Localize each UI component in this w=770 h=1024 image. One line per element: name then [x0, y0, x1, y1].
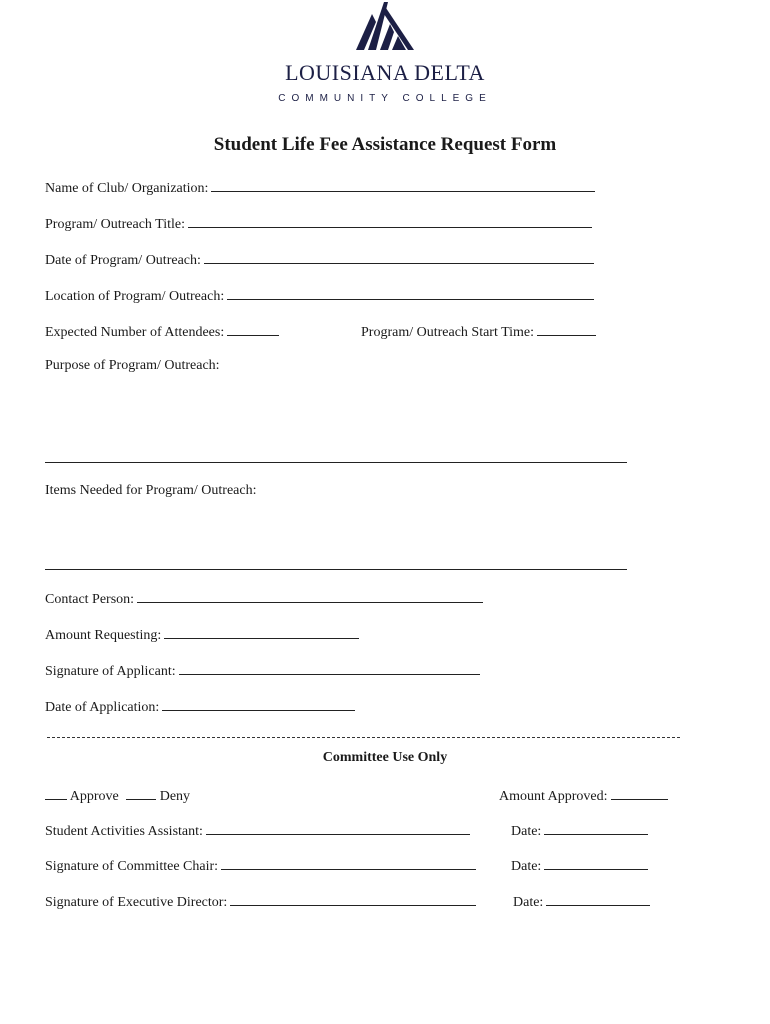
assistant-date-label: Date: [511, 824, 542, 839]
application-date-label: Date of Application: [45, 700, 160, 715]
form-title: Student Life Fee Assistance Request Form [213, 134, 557, 155]
purpose-input-line[interactable] [45, 462, 627, 463]
deny-checkbox[interactable] [126, 786, 156, 800]
start-time-input[interactable] [537, 322, 596, 336]
items-input-line[interactable] [45, 569, 627, 570]
program-title-row [45, 214, 592, 234]
contact-row [45, 589, 483, 609]
program-title-label: Program/ Outreach Title: [45, 217, 185, 232]
program-location-row [45, 286, 594, 306]
ladelta-logo-icon [350, 0, 420, 54]
assistant-input[interactable] [206, 821, 470, 835]
college-subtitle: COMMUNITY COLLEGE [278, 93, 492, 104]
assistant-row [45, 821, 470, 841]
director-date-row [513, 892, 650, 912]
contact-input[interactable] [137, 589, 483, 603]
attendees-input[interactable] [227, 322, 279, 336]
amount-approved-input[interactable] [611, 786, 668, 800]
attendees-row [45, 322, 279, 342]
chair-date-label: Date: [511, 859, 542, 874]
signature-input[interactable] [179, 661, 480, 675]
decision-row [45, 786, 190, 806]
amount-row [45, 625, 359, 645]
amount-approved-label: Amount Approved: [499, 789, 608, 804]
assistant-label: Student Activities Assistant: [45, 824, 203, 839]
application-date-row [45, 697, 355, 717]
program-title-input[interactable] [188, 214, 592, 228]
club-input[interactable] [211, 178, 595, 192]
application-date-input[interactable] [162, 697, 355, 711]
deny-label: Deny [159, 789, 191, 804]
program-date-input[interactable] [204, 250, 594, 264]
committee-heading: Committee Use Only [322, 750, 448, 765]
program-location-input[interactable] [227, 286, 594, 300]
chair-date-input[interactable] [544, 856, 648, 870]
assistant-date-row [511, 821, 648, 841]
program-date-label: Date of Program/ Outreach: [45, 253, 201, 268]
start-time-row [361, 322, 596, 342]
college-name: LOUISIANA DELTA [285, 60, 485, 85]
director-date-label: Date: [513, 895, 544, 910]
items-label: Items Needed for Program/ Outreach: [45, 483, 257, 498]
chair-date-row [511, 856, 648, 876]
start-time-label: Program/ Outreach Start Time: [361, 325, 535, 340]
director-row [45, 892, 476, 912]
club-label: Name of Club/ Organization: [45, 181, 209, 196]
approve-checkbox[interactable] [45, 786, 67, 800]
assistant-date-input[interactable] [544, 821, 648, 835]
purpose-label: Purpose of Program/ Outreach: [45, 358, 220, 373]
director-date-input[interactable] [546, 892, 650, 906]
section-divider [47, 737, 680, 738]
program-location-label: Location of Program/ Outreach: [45, 289, 225, 304]
amount-approved-row [499, 786, 668, 806]
attendees-label: Expected Number of Attendees: [45, 325, 225, 340]
signature-label: Signature of Applicant: [45, 664, 176, 679]
director-input[interactable] [230, 892, 476, 906]
signature-row [45, 661, 480, 681]
chair-row [45, 856, 476, 876]
director-label: Signature of Executive Director: [45, 895, 228, 910]
amount-input[interactable] [164, 625, 359, 639]
club-field-row [45, 178, 595, 198]
program-date-row [45, 250, 594, 270]
contact-label: Contact Person: [45, 592, 135, 607]
chair-label: Signature of Committee Chair: [45, 859, 219, 874]
chair-input[interactable] [221, 856, 476, 870]
approve-label: Approve [69, 789, 119, 804]
amount-label: Amount Requesting: [45, 628, 162, 643]
